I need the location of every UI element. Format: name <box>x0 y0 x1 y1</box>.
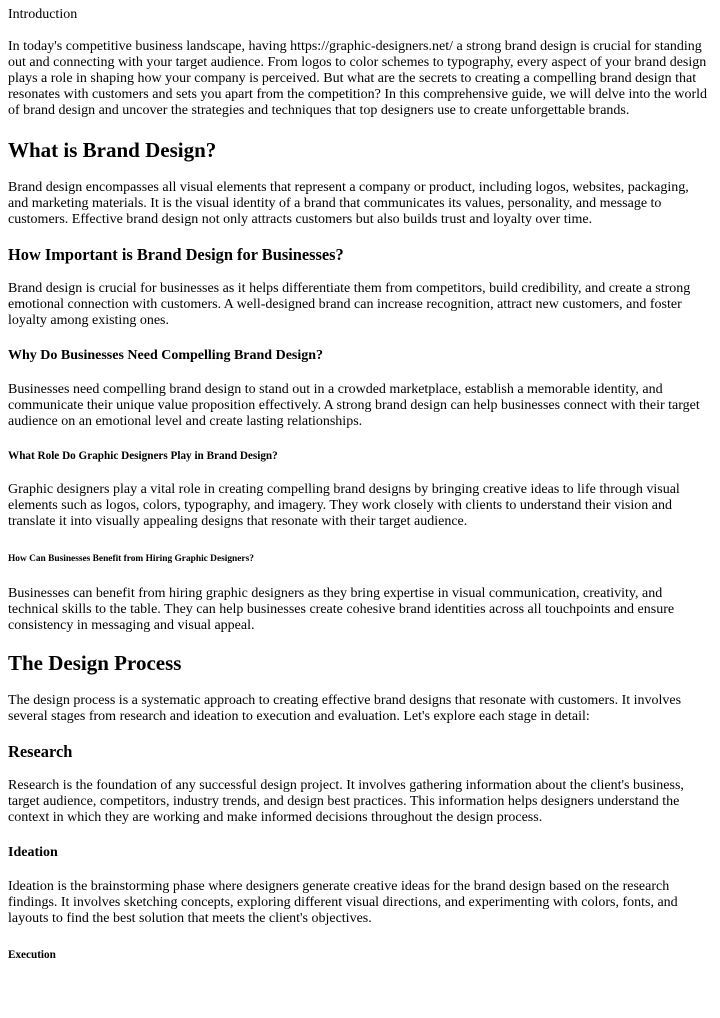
heading-designer-role: What Role Do Graphic Designers Play in Brand Design? <box>8 450 278 462</box>
ideation-paragraph: Ideation is the brainstorming phase where designers generate creative ideas for the brand design based on the research findings. It involves sketching concepts, exploring different visual directions, and experimenting with colors, fonts, and layouts to find the best solution that meets the client's objectives. <box>8 879 678 926</box>
research-paragraph: Research is the foundation of any successful design project. It involves gathering information about the client's business, target audience, competitors, industry trends, and design best practices. This information helps designers understand the context in which they are working and make informed decisions throughout the design process. <box>8 778 684 825</box>
heading-research: Research <box>8 742 73 761</box>
heading-hiring-benefits: How Can Businesses Benefit from Hiring Graphic Designers? <box>8 554 254 564</box>
role-paragraph: Graphic designers play a vital role in creating compelling brand designs by bringing creative ideas to life through visual elements such as logos, colors, typography, and imagery. They work closely with clients to understand their vision and translate it into visually appealing designs that resonate with their target audience. <box>8 482 680 529</box>
heading-design-process: The Design Process <box>8 651 182 675</box>
brand-design-paragraph: Brand design encompasses all visual elements that represent a company or product, including logos, websites, packaging, and marketing materials. It is the visual identity of a brand that communicates its values, personality, and message to customers. Effective brand design not only attracts customers but also builds trust and loyalty over time. <box>8 180 689 227</box>
heading-what-is-brand-design: What is Brand Design? <box>8 138 217 162</box>
heading-ideation: Ideation <box>8 845 58 860</box>
intro-paragraph: In today's competitive business landscape, having https://graphic-designers.net/ a strong brand design is crucial for standing out and connecting with your target audience. From logos to color schemes to typography, every aspect of your brand design plays a role in shaping how your company is perceived. But what are the secrets to creating a compelling brand design that resonates with customers and sets you apart from the competition? In this comprehensive guide, we will delve into the world of brand design and uncover the strategies and techniques that top designers use to create unforgettable brands. <box>8 39 708 118</box>
process-paragraph: The design process is a systematic approach to creating effective brand designs that resonate with customers. It involves several stages from research and ideation to execution and evaluation. Let's explore each stage in detail: <box>8 693 682 724</box>
heading-why-compelling-design: Why Do Businesses Need Compelling Brand Design? <box>8 348 324 363</box>
benefit-paragraph: Businesses can benefit from hiring graphic designers as they bring expertise in visual communication, creativity, and technical skills to the table. They can help businesses create cohesive brand identities across all touchpoints and ensure consistency in messaging and visual appeal. <box>8 586 675 633</box>
heading-execution: Execution <box>8 949 56 961</box>
intro-label: Introduction <box>8 7 78 22</box>
heading-brand-design-importance: How Important is Brand Design for Businesses? <box>8 245 344 264</box>
importance-paragraph: Brand design is crucial for businesses as it helps differentiate them from competitors, build credibility, and create a strong emotional connection with customers. A well-designed brand can increase recognition, attract new customers, and foster loyalty among existing ones. <box>8 281 691 328</box>
need-paragraph: Businesses need compelling brand design to stand out in a crowded marketplace, establish a memorable identity, and communicate their unique value proposition effectively. A strong brand design can help businesses connect with their target audience on an emotional level and create lasting relationships. <box>8 382 700 429</box>
